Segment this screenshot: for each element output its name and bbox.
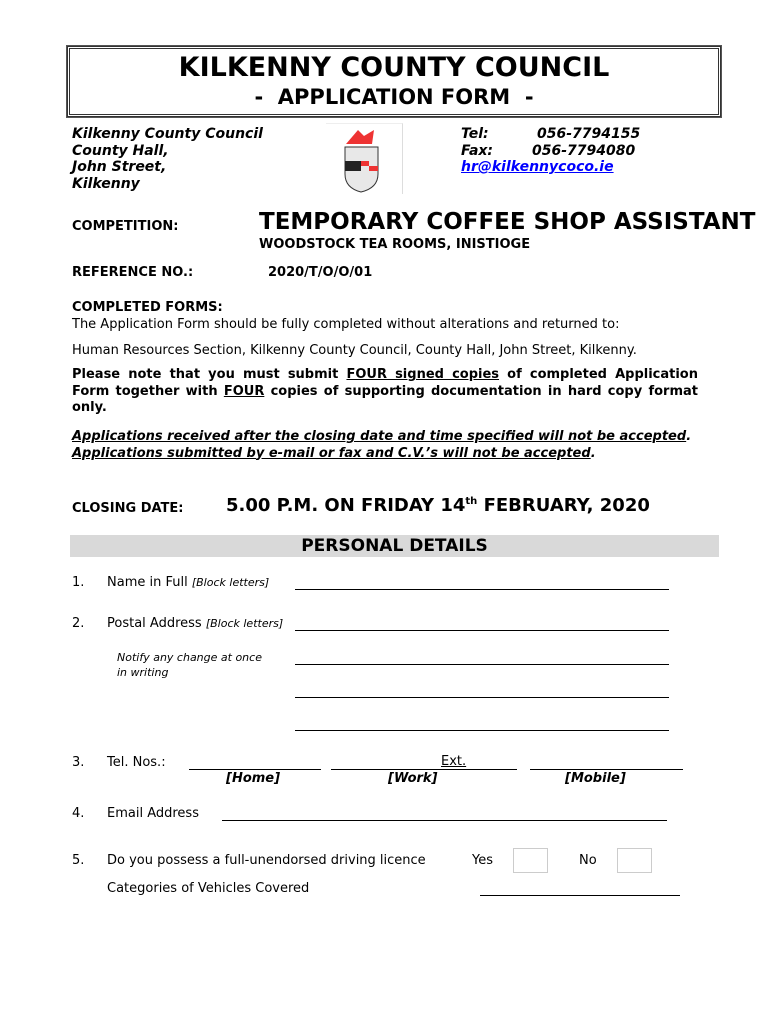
item-number: 2. [72, 616, 85, 631]
ext-label: Ext. [441, 754, 467, 769]
no-checkbox[interactable] [617, 848, 652, 873]
item-number: 3. [72, 755, 85, 770]
email-field[interactable] [222, 820, 667, 821]
closing-date-value [226, 497, 650, 515]
label-hint: [Block letters] [191, 576, 270, 589]
email-link[interactable]: hr@kilkennycoco.ie [461, 159, 614, 175]
mobile-caption: [Mobile] [565, 771, 626, 786]
note-text: Please note that you must submit [72, 367, 347, 382]
completed-forms-text: The Application Form should be fully completed without alterations and returned to: [72, 317, 620, 332]
note-emphasis: FOUR signed copies [346, 367, 500, 382]
home-phone-field[interactable] [189, 769, 321, 770]
note-text: copies of supporting documentation in hard copy format only. [72, 383, 698, 415]
licence-question: Do you possess a full-unendorsed driving licence [107, 853, 426, 868]
address-line: County Hall, [72, 143, 169, 159]
email-label: Email Address [107, 806, 199, 821]
submission-note [72, 367, 698, 417]
label-text: Postal Address [107, 616, 206, 631]
competition-location: WOODSTOCK TEA ROOMS, INISTIOGE [259, 237, 531, 252]
categories-label: Categories of Vehicles Covered [107, 881, 310, 896]
reference-value: 2020/T/O/O/01 [268, 265, 373, 280]
warning-email: Applications submitted by e-mail or fax and C.V.’s will not be accepted [72, 445, 591, 461]
address-line: Kilkenny [72, 176, 140, 192]
warning-late: Applications received after the closing date and time specified will not be accepted [72, 429, 687, 444]
period: . [590, 445, 596, 461]
address-line: Kilkenny County Council [72, 126, 263, 142]
section-title: PERSONAL DETAILS [301, 536, 488, 556]
competition-label: COMPETITION: [72, 219, 179, 234]
work-phone-field[interactable] [331, 769, 517, 770]
reference-label: REFERENCE NO.: [72, 265, 194, 280]
postal-address-field[interactable] [295, 730, 669, 731]
mobile-phone-field[interactable] [530, 769, 683, 770]
name-field[interactable] [295, 589, 669, 590]
postal-address-field[interactable] [295, 697, 669, 698]
fax-value: 056-7794080 [532, 143, 636, 159]
council-crest-logo [326, 123, 403, 194]
note-emphasis: FOUR [223, 383, 265, 399]
closing-date-text: FEBRUARY, 2020 [477, 495, 650, 516]
postal-label [107, 617, 283, 630]
note-text: of completed Application Form together with [72, 367, 698, 399]
notify-note: in writing [117, 666, 169, 679]
label-hint: [Block letters] [205, 617, 284, 630]
postal-address-field[interactable] [295, 664, 669, 665]
closing-date-text: 5.00 P.M. ON FRIDAY 14 [226, 495, 466, 516]
tel-value: 056-7794155 [537, 126, 641, 142]
no-label: No [579, 853, 597, 868]
item-number: 5. [72, 853, 85, 868]
closing-date-suffix: th [465, 496, 478, 507]
notify-note: Notify any change at once [117, 651, 262, 664]
home-caption: [Home] [226, 771, 281, 786]
work-caption: [Work] [388, 771, 438, 786]
yes-checkbox[interactable] [513, 848, 548, 873]
tel-label: Tel. Nos.: [107, 755, 166, 770]
postal-address-field[interactable] [295, 630, 669, 631]
closing-date-label: CLOSING DATE: [72, 501, 184, 516]
yes-label: Yes [472, 853, 493, 868]
page-title: KILKENNY COUNTY COUNCIL [178, 52, 610, 83]
fax-label: Fax: [461, 143, 494, 159]
item-number: 1. [72, 575, 85, 590]
late-warning [72, 429, 698, 462]
page-subtitle: - APPLICATION FORM - [254, 85, 534, 109]
name-label [107, 576, 269, 589]
label-text: Name in Full [107, 575, 192, 590]
return-address-text: Human Resources Section, Kilkenny County Council, County Hall, John Street, Kilkenny. [72, 343, 637, 358]
categories-field[interactable] [480, 895, 680, 896]
item-number: 4. [72, 806, 85, 821]
competition-title: TEMPORARY COFFEE SHOP ASSISTANT [259, 209, 756, 235]
completed-forms-heading: COMPLETED FORMS: [72, 300, 223, 315]
tel-label: Tel: [461, 126, 489, 142]
period: . [686, 429, 692, 444]
address-line: John Street, [72, 159, 167, 175]
